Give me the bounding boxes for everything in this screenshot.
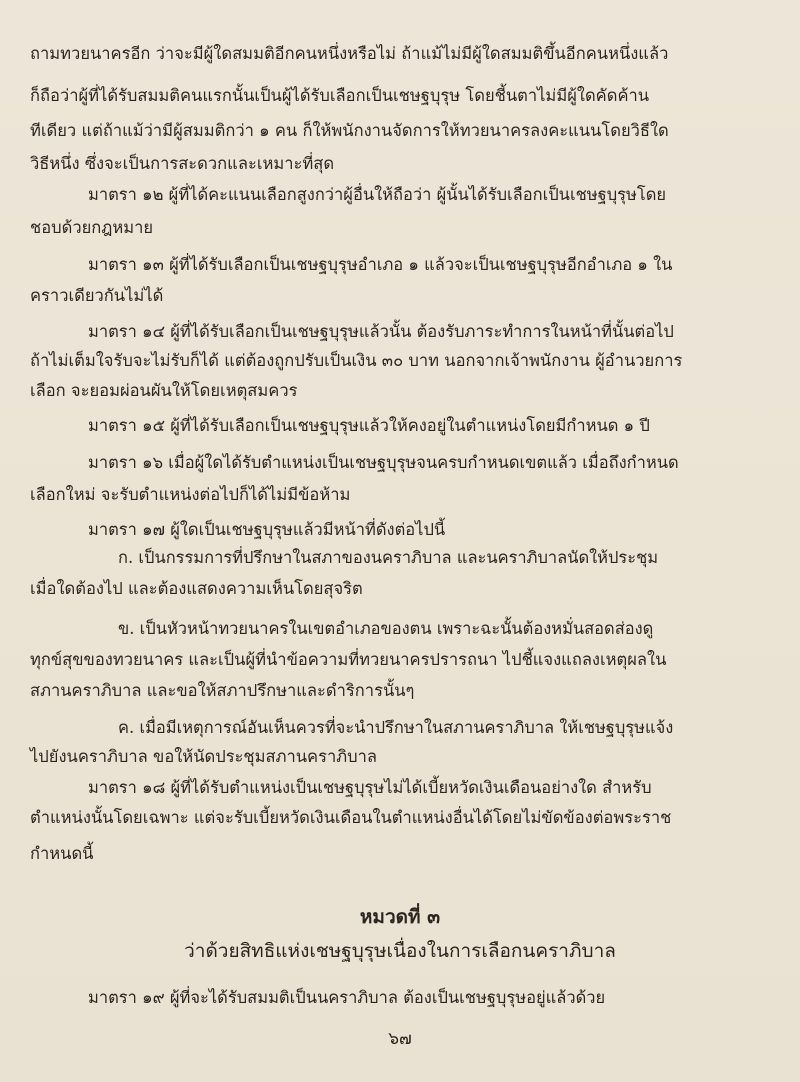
text-line: ทีเดียว แต่ถ้าแม้ว่ามีผู้สมมติกว่า ๑ คน ก็ให้พนักงานจัดการให้ทวยนาครลงคะแนนโดยวิธีใด — [30, 121, 669, 140]
text-line: ถ้าไม่เต็มใจรับจะไม่รับก็ได้ แต่ต้องถูกปรับเป็นเงิน ๓๐ บาท นอกจากเจ้าพนักงาน ผู้อำนวยการ — [30, 351, 683, 370]
text-line: ไปยังนคราภิบาล ขอให้นัดประชุมสภานคราภิบาล — [30, 747, 378, 766]
text-line: ตำแหน่งนั้นโดยเฉพาะ แต่จะรับเบี้ยหวัดเงินเดือนในตำแหน่งอื่นได้โดยไม่ขัดข้องต่อพระราช — [30, 808, 672, 827]
section-15-line: มาตรา ๑๕ ผู้ที่ได้รับเลือกเป็นเชษฐบุรุษแล้วให้คงอยู่ในตำแหน่งโดยมีกำหนด ๑ ปี — [88, 416, 650, 435]
chapter-heading: หมวดที่ ๓ — [359, 906, 441, 928]
text-line: ก็ถือว่าผู้ที่ได้รับสมมติคนแรกนั้นเป็นผู้ได้รับเลือกเป็นเชษฐบุรุษ โดยชี้นตาไม่มีผู้ใดคัดค้าน — [30, 86, 650, 105]
page-number: ๖๗ — [388, 1029, 412, 1049]
item-kho-khwai-line: ค. เมื่อมีเหตุการณ์อันเห็นควรที่จะนำปรึกษาในสภานคราภิบาล ให้เชษฐบุรุษแจ้ง — [118, 718, 674, 737]
text-line: วิธีหนึ่ง ซึ่งจะเป็นการสะดวกและเหมาะที่สุด — [30, 154, 335, 173]
text-line: ชอบด้วยกฎหมาย — [30, 218, 154, 237]
text-line: เลือก จะยอมผ่อนผันให้โดยเหตุสมควร — [30, 381, 298, 400]
section-14-line: มาตรา ๑๔ ผู้ที่ได้รับเลือกเป็นเชษฐบุรุษแล้วนั้น ต้องรับภาระทำการในหน้าที่นั้นต่อไป — [88, 322, 674, 341]
section-16-line: มาตรา ๑๖ เมื่อผู้ใดได้รับตำแหน่งเป็นเชษฐบุรุษจนครบกำหนดเขตแล้ว เมื่อถึงกำหนด — [88, 453, 679, 472]
section-19-line: มาตรา ๑๙ ผู้ที่จะได้รับสมมติเป็นนคราภิบาล ต้องเป็นเชษฐบุรุษอยู่แล้วด้วย — [88, 988, 606, 1007]
text-line: ถามทวยนาครอีก ว่าจะมีผู้ใดสมมติอีกคนหนึ่งหรือไม่ ถ้าแม้ไม่มีผู้ใดสมมติขึ้นอีกคนหนึ่งแล้ว — [30, 44, 669, 63]
text-line: เลือกใหม่ จะรับตำแหน่งต่อไปก็ได้ไม่มีข้อห้าม — [30, 485, 351, 504]
section-12-line: มาตรา ๑๒ ผู้ที่ได้คะแนนเลือกสูงกว่าผู้อื่นให้ถือว่า ผู้นั้นได้รับเลือกเป็นเชษฐบุรุษโดย — [88, 185, 667, 204]
item-kho-line: ข. เป็นหัวหน้าทวยนาครในเขตอำเภอของตน เพราะฉะนั้นต้องหมั่นสอดส่องดู — [118, 619, 654, 638]
text-line: กำหนดนี้ — [30, 844, 94, 863]
text-line: ทุกข์สุขของทวยนาคร และเป็นผู้ที่นำข้อความที่ทวยนาครปรารถนา ไปชี้แจงแถลงเหตุผลใน — [30, 650, 667, 669]
item-ka-line: ก. เป็นกรรมการที่ปรึกษาในสภาของนคราภิบาล และนคราภิบาลนัดให้ประชุม — [118, 548, 659, 567]
text-line: สภานคราภิบาล และขอให้สภาปรึกษาและดำริการนั้นๆ — [30, 681, 415, 700]
section-17-line: มาตรา ๑๗ ผู้ใดเป็นเชษฐบุรุษแล้วมีหน้าที่ดังต่อไปนี้ — [88, 520, 446, 539]
section-18-line: มาตรา ๑๘ ผู้ที่ได้รับตำแหน่งเป็นเชษฐบุรุษไม่ได้เบี้ยหวัดเงินเดือนอย่างใด สำหรับ — [88, 778, 652, 797]
text-line: เมื่อใดต้องไป และต้องแสดงความเห็นโดยสุจริต — [30, 579, 363, 598]
section-13-line: มาตรา ๑๓ ผู้ที่ได้รับเลือกเป็นเชษฐบุรุษอำเภอ ๑ แล้วจะเป็นเชษฐบุรุษอีกอำเภอ ๑ ใน — [88, 255, 673, 274]
chapter-subheading: ว่าด้วยสิทธิแห่งเชษฐบุรุษเนื่องในการเลือกนคราภิบาล — [184, 940, 616, 962]
text-line: คราวเดียวกันไม่ได้ — [30, 286, 164, 305]
